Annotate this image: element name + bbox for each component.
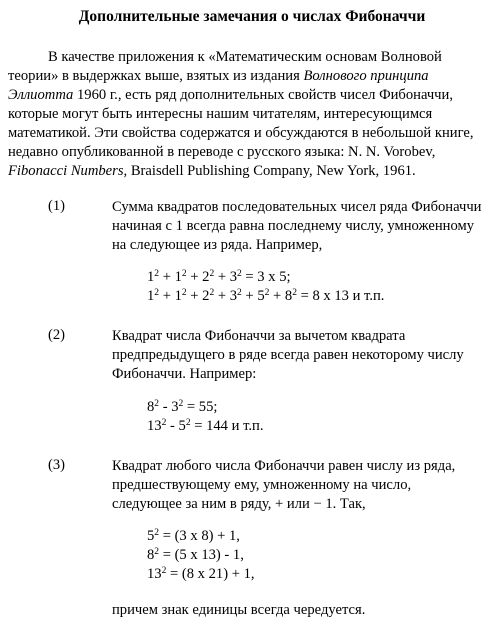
page-title: Дополнительные замечания о числах Фибоначчи: [78, 8, 426, 25]
intro-line: [8, 86, 500, 105]
equation: $8^2 = (5$ x 13) - 1,: [147, 547, 244, 563]
item-1-text: [112, 198, 482, 255]
intro-line: недавно опубликованной в переводе с русского языка: N. N. Vorobev,: [8, 144, 436, 160]
equation: $1^2 + 1^2 + 2^2 + 3^2 = 3$ x 5;: [147, 269, 291, 285]
book-title-italic: Эллиотта: [8, 87, 74, 103]
intro-line: математикой. Эти свойства содержатся и обсуждаются в небольшой книге,: [8, 125, 474, 141]
item-line: на следующее из ряда. Например,: [112, 237, 323, 253]
intro-line: [8, 162, 500, 181]
item-2-text: [112, 327, 464, 384]
item-number: (3): [48, 457, 66, 473]
item-line: Сумма квадратов последовательных чисел ряда Фибоначчи: [112, 199, 482, 215]
equation: $13^2 = (8$ x 21) + 1,: [147, 566, 255, 582]
closing-note: причем знак единицы всегда чередуется.: [112, 602, 366, 618]
book-title-italic: Волнового принципа: [303, 68, 429, 84]
item-line: предшествующему ему, умноженному на число,: [112, 477, 412, 493]
item-3-text: [112, 457, 455, 514]
equation: $1^2 + 1^2 + 2^2 + 3^2 + 5^2 + 8^2 = 8$ x 13 и т.п.: [147, 288, 385, 304]
intro-text: теории» в выдержках выше, взятых из издания: [8, 68, 304, 84]
intro-text: 1960 г., есть ряд дополнительных свойств чисел Фибоначчи,: [73, 87, 453, 103]
item-line: Квадрат любого числа Фибоначчи равен числу из ряда,: [112, 458, 456, 474]
item-line: Фибоначчи. Например:: [112, 366, 257, 382]
item-line: Квадрат числа Фибоначчи за вычетом квадрата: [112, 328, 406, 344]
item-number: (1): [48, 198, 66, 214]
intro-text: , Braisdell Publishing Company, New York, 1961.: [123, 163, 416, 179]
item-line: следующее за ним в ряду, + или − 1. Так,: [112, 496, 366, 512]
intro-line: В качестве приложения к «Математическим основам Волновой: [48, 49, 442, 65]
equation: $8^2 - 3^2 = 55$;: [147, 399, 218, 415]
intro-line: [8, 67, 500, 86]
item-line: начиная с 1 всегда равна последнему числу, умноженному: [112, 218, 474, 234]
book-title-italic: Fibonacci Numbers: [8, 163, 124, 179]
intro-line: которые могут быть интересны нашим читателям, интересующимся: [8, 106, 433, 122]
intro-paragraph: [8, 48, 500, 181]
item-line: предпредыдущего в ряде всегда равен некоторому числу: [112, 347, 464, 363]
equation: $13^2 - 5^2 = 144$ и т.п.: [147, 418, 264, 434]
item-number: (2): [48, 327, 66, 343]
equation: $5^2 = (3$ x 8) + 1,: [147, 528, 240, 544]
